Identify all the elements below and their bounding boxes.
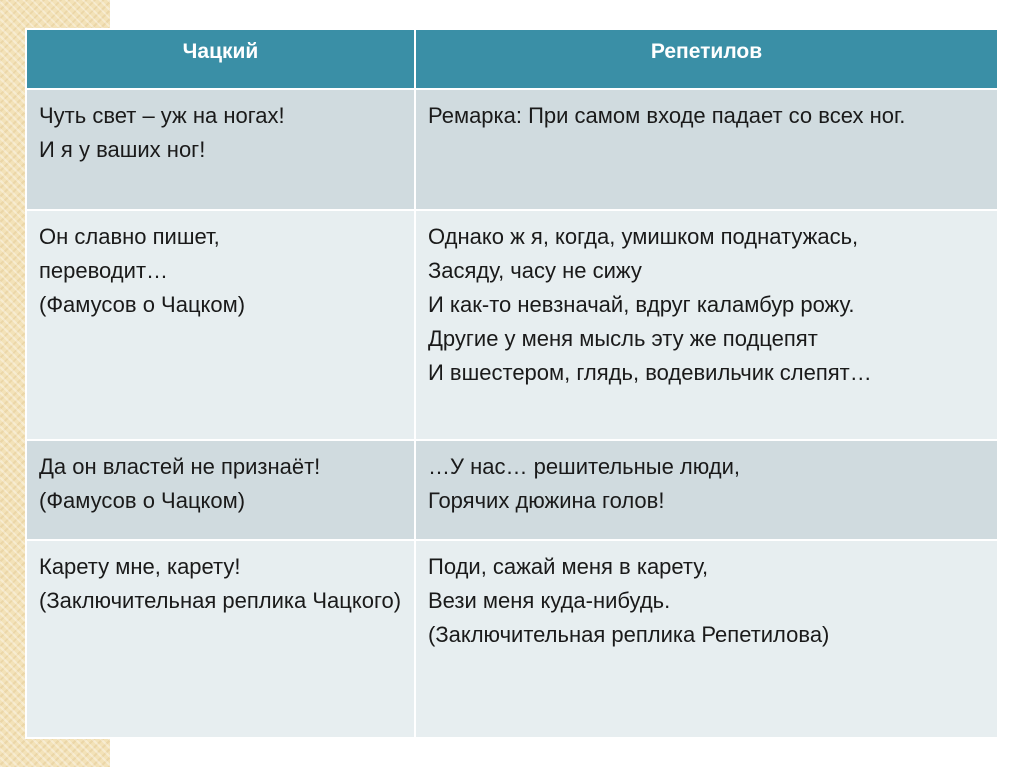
- cell-line: (Фамусов о Чацком): [39, 292, 246, 317]
- cell-line: Другие у меня мысль эту же подцепят: [428, 326, 818, 351]
- cell-chatsky: [26, 210, 415, 440]
- table-row: [26, 89, 998, 210]
- cell-line: (Фамусов о Чацком): [39, 488, 246, 513]
- cell-line: И вшестером, глядь, водевильчик слепят…: [428, 360, 872, 385]
- table-header-row: [26, 29, 998, 89]
- cell-chatsky: [26, 540, 415, 738]
- cell-repetilov: [415, 89, 998, 210]
- cell-line: Карету мне, карету!: [39, 554, 241, 579]
- cell-repetilov: [415, 540, 998, 738]
- cell-chatsky: [26, 440, 415, 540]
- cell-line: Вези меня куда-нибудь.: [428, 588, 671, 613]
- cell-line: Он славно пишет,: [39, 224, 220, 249]
- cell-line: И я у ваших ног!: [39, 137, 206, 162]
- cell-line: Чуть свет – уж на ногах!: [39, 103, 285, 128]
- cell-line: Поди, сажай меня в карету,: [428, 554, 709, 579]
- cell-line: Да он властей не признаёт!: [39, 454, 321, 479]
- table-row: [26, 540, 998, 738]
- cell-line: (Заключительная реплика Чацкого): [39, 588, 402, 613]
- header-repetilov: Репетилов: [415, 29, 998, 89]
- cell-chatsky: [26, 89, 415, 210]
- cell-repetilov: [415, 440, 998, 540]
- cell-line: …У нас… решительные люди,: [428, 454, 741, 479]
- cell-line: Горячих дюжина голов!: [428, 488, 665, 513]
- cell-line: Однако ж я, когда, умишком поднатужась,: [428, 224, 859, 249]
- cell-line: переводит…: [39, 258, 169, 283]
- cell-line: И как-то невзначай, вдруг каламбур рожу.: [428, 292, 855, 317]
- table-row: [26, 210, 998, 440]
- comparison-table: [25, 28, 999, 739]
- cell-line: Ремарка: При самом входе падает со всех ног.: [428, 103, 906, 128]
- cell-line: (Заключительная реплика Репетилова): [428, 622, 830, 647]
- header-chatsky: Чацкий: [26, 29, 415, 89]
- cell-line: Засяду, часу не сижу: [428, 258, 642, 283]
- table-row: [26, 440, 998, 540]
- cell-repetilov: [415, 210, 998, 440]
